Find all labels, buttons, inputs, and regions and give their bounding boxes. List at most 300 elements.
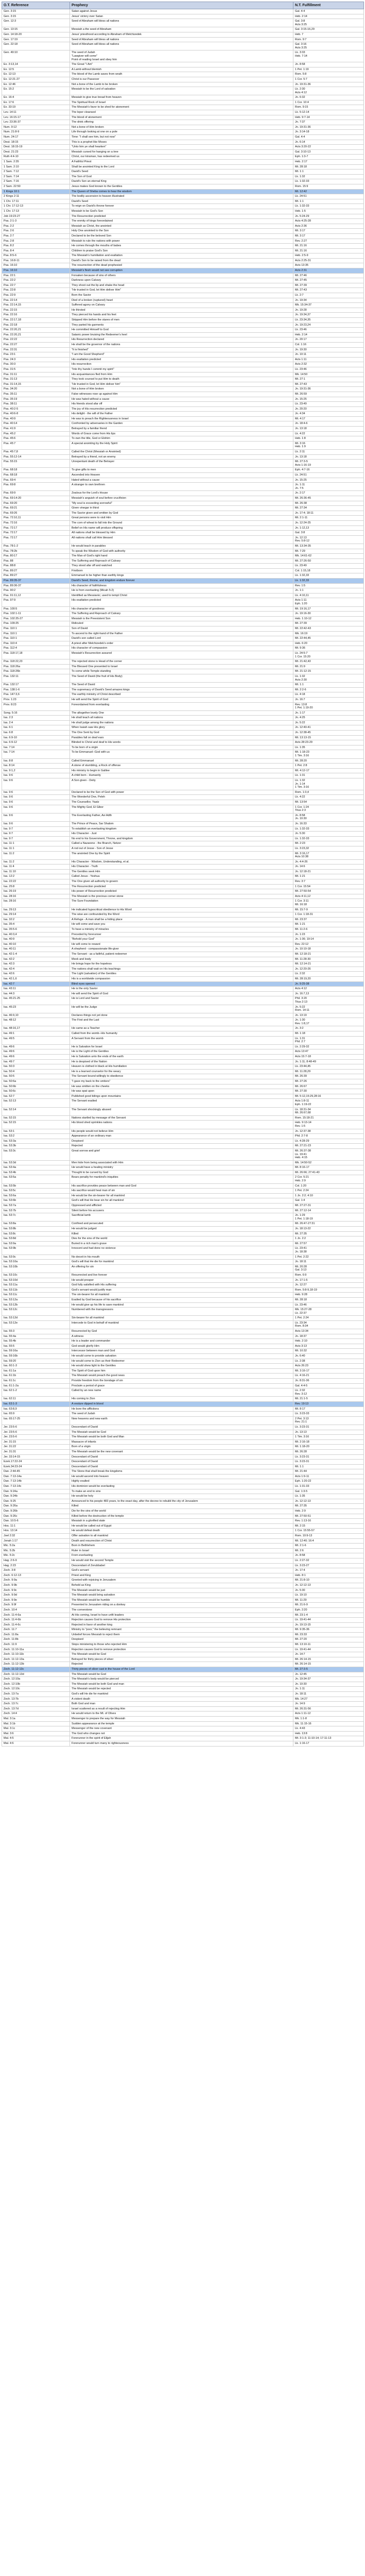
ot-reference-cell[interactable]: Dan. 7:13-14c xyxy=(2,1484,70,1489)
ot-reference-cell[interactable]: Zech. 9:9c xyxy=(2,1588,70,1593)
prophecy-cell[interactable]: Given vinegar in thirst xyxy=(70,506,293,511)
nt-fulfillment-cell[interactable]: Lk. 4:22 xyxy=(293,795,364,800)
nt-fulfillment-cell[interactable]: Mt. 27:57 xyxy=(293,1241,364,1246)
table-row[interactable] xyxy=(2,1412,364,1417)
nt-fulfillment-cell[interactable]: Mt. 1:1 xyxy=(293,199,364,204)
ot-reference-cell[interactable]: Zech. 11:4-6a xyxy=(2,1613,70,1618)
nt-fulfillment-cell[interactable]: Jn. 3:14-18 xyxy=(293,130,364,135)
prophecy-cell[interactable]: The Resurrection predicted xyxy=(70,884,293,889)
ot-reference-cell[interactable]: Psa. 40:9 xyxy=(2,416,70,421)
table-row[interactable] xyxy=(2,308,364,313)
nt-fulfillment-cell[interactable]: Mk. 11:15-16 xyxy=(293,1721,364,1726)
nt-fulfillment-cell[interactable]: Jn. 8:31-36 xyxy=(293,1379,364,1384)
ot-reference-cell[interactable]: Zech. 6:12-13 xyxy=(2,1573,70,1578)
ot-reference-cell[interactable]: Isa. 32:2 xyxy=(2,917,70,922)
table-row[interactable] xyxy=(2,283,364,288)
ot-reference-cell[interactable]: Zech. 11:10-11a xyxy=(2,1647,70,1652)
ot-reference-cell[interactable]: Psa. 69:14-20 xyxy=(2,496,70,501)
prophecy-cell[interactable]: The wise are confounded by the Word xyxy=(70,912,293,918)
ot-reference-cell[interactable]: Isa. 53:11b xyxy=(2,1287,70,1293)
nt-fulfillment-cell[interactable]: Mt. 13:34-35 xyxy=(293,544,364,549)
nt-fulfillment-cell[interactable]: Lk. 1:32 Acts 2:30 xyxy=(293,674,364,682)
prophecy-cell[interactable]: God's servant xyxy=(70,1568,293,1573)
ot-reference-cell[interactable]: Num. 9:12 xyxy=(2,125,70,130)
table-row[interactable] xyxy=(2,179,364,184)
nt-fulfillment-cell[interactable]: Mt. 26:67 xyxy=(293,1084,364,1089)
table-row[interactable] xyxy=(2,1383,364,1388)
ot-reference-cell[interactable]: Psa. 16:10 xyxy=(2,268,70,274)
nt-fulfillment-cell[interactable]: Mt. 11:28,29 xyxy=(293,1069,364,1074)
nt-fulfillment-cell[interactable]: Mt. 26:59 xyxy=(293,392,364,397)
table-row[interactable] xyxy=(2,579,364,584)
table-row[interactable] xyxy=(2,927,364,933)
prophecy-cell[interactable]: To ascend to the right-hand of the Father xyxy=(70,631,293,636)
nt-fulfillment-cell[interactable]: Jn. 5:30 xyxy=(293,832,364,837)
nt-fulfillment-cell[interactable]: Lk. 2:32 Rev. 3:12 xyxy=(293,1388,364,1397)
table-row[interactable] xyxy=(2,1364,364,1369)
nt-fulfillment-cell[interactable]: Lk. 24:51 xyxy=(293,194,364,199)
nt-fulfillment-cell[interactable]: Jn. 19:34 xyxy=(293,298,364,303)
prophecy-cell[interactable]: The One Sent by God xyxy=(70,731,293,736)
ot-reference-cell[interactable]: Hos. 13:14 xyxy=(2,1529,70,1534)
prophecy-cell[interactable]: Death and resurrection of Christ xyxy=(70,1538,293,1544)
nt-fulfillment-cell[interactable]: 1 Pet. 2:8 xyxy=(293,764,364,769)
prophecy-cell[interactable]: Bears penalty for mankind's iniquities xyxy=(70,1175,293,1183)
table-row[interactable] xyxy=(2,659,364,665)
ot-reference-cell[interactable]: Isa. 40:10 xyxy=(2,942,70,947)
ot-reference-cell[interactable]: Isa. 42:7 xyxy=(2,981,70,987)
ot-reference-cell[interactable]: Isa. 9:7 xyxy=(2,832,70,837)
nt-fulfillment-cell[interactable]: Mt. 27:39 xyxy=(293,283,364,288)
prophecy-cell[interactable]: To reign on David's throne forever xyxy=(70,204,293,209)
nt-fulfillment-cell[interactable]: Jn. 4:4-26 xyxy=(293,859,364,865)
nt-fulfillment-cell[interactable]: Mt. 3:16 Heb. 1:9 xyxy=(293,441,364,449)
prophecy-cell[interactable]: The Messiah would be humble xyxy=(70,1598,293,1603)
table-row[interactable] xyxy=(2,846,364,851)
ot-reference-cell[interactable]: Psa. 22:7 xyxy=(2,283,70,288)
ot-reference-cell[interactable]: Ex. 12:5 xyxy=(2,67,70,72)
ot-reference-cell[interactable]: Jer. 23:5-6 xyxy=(2,1430,70,1435)
table-row[interactable] xyxy=(2,826,364,832)
table-row[interactable] xyxy=(2,511,364,516)
prophecy-cell[interactable]: His character of faithfulness xyxy=(70,583,293,588)
prophecy-cell[interactable]: The Servant - as a faithful, patient redeemer xyxy=(70,952,293,957)
nt-fulfillment-cell[interactable]: Jn. 18:37 xyxy=(293,1334,364,1339)
nt-fulfillment-cell[interactable]: Lk. 1:31 xyxy=(293,773,364,778)
prophecy-cell[interactable]: His delight - the will of the Father xyxy=(70,412,293,417)
table-row[interactable] xyxy=(2,573,364,579)
table-row[interactable] xyxy=(2,1445,364,1450)
table-row[interactable] xyxy=(2,531,364,536)
ot-reference-cell[interactable]: Isa. 42:2 xyxy=(2,957,70,962)
nt-fulfillment-cell[interactable]: Lk. 5:12-14 xyxy=(293,110,364,115)
prophecy-cell[interactable]: Beheld as King xyxy=(70,1583,293,1588)
nt-fulfillment-cell[interactable]: Mt. 27:21-23 xyxy=(293,1144,364,1149)
nt-fulfillment-cell[interactable]: Mt. 27:34 xyxy=(293,506,364,511)
ot-reference-cell[interactable]: Zech. 9:9f xyxy=(2,1603,70,1608)
ot-reference-cell[interactable]: Psa. 55:12-14 xyxy=(2,454,70,460)
table-row[interactable] xyxy=(2,1354,364,1359)
table-row[interactable] xyxy=(2,641,364,646)
table-row[interactable] xyxy=(2,549,364,554)
nt-fulfillment-cell[interactable]: Lk. 23:46 xyxy=(293,328,364,333)
ot-reference-cell[interactable]: Ex. 3:13,14 xyxy=(2,62,70,67)
table-row[interactable] xyxy=(2,1523,364,1529)
table-row[interactable] xyxy=(2,1514,364,1519)
ot-reference-cell[interactable]: Psa. 16:8-11 xyxy=(2,258,70,263)
ot-reference-cell[interactable]: Isa. 53:10d xyxy=(2,1278,70,1283)
prophecy-cell[interactable]: The Sure Foundation xyxy=(70,899,293,907)
nt-fulfillment-cell[interactable]: Jn. 1:11 xyxy=(293,1687,364,1692)
ot-reference-cell[interactable]: Jer. 31:15 xyxy=(2,1439,70,1445)
ot-reference-cell[interactable]: Isa. 12:2 xyxy=(2,874,70,879)
ot-reference-cell[interactable]: 1 Sam. 2:35 xyxy=(2,160,70,165)
table-row[interactable] xyxy=(2,976,364,981)
nt-fulfillment-cell[interactable]: Lk. 3:23-27 xyxy=(293,1563,364,1568)
nt-fulfillment-cell[interactable]: Mt. 26:36-45 xyxy=(293,496,364,501)
nt-fulfillment-cell[interactable]: Mt. 23:33 xyxy=(293,1632,364,1637)
ot-reference-cell[interactable]: Isa. 53:10a xyxy=(2,1260,70,1265)
ot-reference-cell[interactable]: Jer. 23:5-6 xyxy=(2,1425,70,1430)
ot-reference-cell[interactable]: Psa. 138:1-6 xyxy=(2,687,70,692)
nt-fulfillment-cell[interactable]: Acts 13:47 xyxy=(293,1049,364,1055)
nt-fulfillment-cell[interactable]: Jn. 13:18 xyxy=(293,427,364,432)
nt-fulfillment-cell[interactable]: Mt. 26:47-27:31 xyxy=(293,1222,364,1227)
table-row[interactable] xyxy=(2,1697,364,1702)
nt-fulfillment-cell[interactable]: Mt. 1:21 xyxy=(293,874,364,879)
ot-reference-cell[interactable]: Psa. 132:11 xyxy=(2,674,70,682)
nt-fulfillment-cell[interactable]: Gal. 1:4 xyxy=(293,1198,364,1204)
prophecy-cell[interactable]: All nations shall call Him blessed xyxy=(70,535,293,544)
ot-reference-cell[interactable]: Isa. 53:5c xyxy=(2,1189,70,1194)
ot-reference-cell[interactable]: Isa. 9:7 xyxy=(2,836,70,841)
nt-fulfillment-cell[interactable]: Lk. 3:33 Heb. 7:14 xyxy=(293,50,364,62)
nt-fulfillment-cell[interactable]: Rev. 13:8 1 Pet. 1:19-20 xyxy=(293,702,364,710)
prophecy-cell[interactable]: Messenger of the new covenant xyxy=(70,1726,293,1732)
table-row[interactable] xyxy=(2,397,364,402)
prophecy-cell[interactable]: God fully satisfied with His suffering xyxy=(70,1283,293,1288)
table-row[interactable] xyxy=(2,621,364,626)
ot-reference-cell[interactable]: Isa. 63:1-3 xyxy=(2,1401,70,1406)
nt-fulfillment-cell[interactable]: Mt. 23:1-4 xyxy=(293,1613,364,1618)
table-row[interactable] xyxy=(2,1204,364,1209)
ot-reference-cell[interactable]: Zech. 11:4-6c xyxy=(2,1622,70,1628)
ot-reference-cell[interactable]: Isa. 53:12b xyxy=(2,1302,70,1308)
table-row[interactable] xyxy=(2,646,364,651)
nt-fulfillment-cell[interactable]: Lk. 2:11 xyxy=(293,450,364,455)
nt-fulfillment-cell[interactable]: Acts 4:12 xyxy=(293,987,364,992)
table-row[interactable] xyxy=(2,1388,364,1397)
table-row[interactable] xyxy=(2,27,364,32)
ot-reference-cell[interactable]: Isa. 11:10 xyxy=(2,869,70,874)
prophecy-cell[interactable]: He would prosper xyxy=(70,1278,293,1283)
ot-reference-cell[interactable]: Psa. 80:17 xyxy=(2,554,70,559)
prophecy-cell[interactable]: Belief on His name will produce offspring xyxy=(70,526,293,531)
table-row[interactable] xyxy=(2,952,364,957)
ot-reference-cell[interactable]: Psa. 31:11 xyxy=(2,372,70,377)
prophecy-cell[interactable]: Betrayed for thirty pieces of silver xyxy=(70,1657,293,1662)
table-row[interactable] xyxy=(2,1672,364,1677)
nt-fulfillment-cell[interactable]: Rev. 2:27 xyxy=(293,239,364,244)
table-row[interactable] xyxy=(2,110,364,115)
prophecy-cell[interactable]: Forsaken because of sins of others xyxy=(70,273,293,278)
nt-fulfillment-cell[interactable]: Acts 4:11,12 xyxy=(293,894,364,899)
ot-reference-cell[interactable]: Isa. 53:11a xyxy=(2,1283,70,1288)
table-row[interactable] xyxy=(2,1618,364,1623)
prophecy-cell[interactable]: From everlasting xyxy=(70,1553,293,1558)
nt-fulfillment-cell[interactable]: Mt. 28:19,20 xyxy=(293,976,364,981)
table-row[interactable] xyxy=(2,105,364,110)
nt-fulfillment-cell[interactable]: Mt. 27:3-5 xyxy=(293,1667,364,1672)
nt-fulfillment-cell[interactable]: Heb. 9:28 xyxy=(293,1293,364,1298)
ot-reference-cell[interactable]: Prov. 1:23 xyxy=(2,697,70,702)
nt-fulfillment-cell[interactable]: Mt. 20:28 Gal. 3:13 xyxy=(293,1264,364,1273)
table-row[interactable] xyxy=(2,1544,364,1549)
table-row[interactable] xyxy=(2,664,364,669)
prophecy-cell[interactable]: His coming to Zion xyxy=(70,1397,293,1402)
column-header-ot-reference[interactable]: O.T. Reference xyxy=(2,2,70,9)
table-row[interactable] xyxy=(2,1622,364,1628)
prophecy-cell[interactable]: He would be called out of Egypt xyxy=(70,1523,293,1529)
nt-fulfillment-cell[interactable]: Mk. 14:50-52 xyxy=(293,1160,364,1165)
prophecy-cell[interactable]: Unbelief forces Messiah to reject them xyxy=(70,1632,293,1637)
table-row[interactable] xyxy=(2,957,364,962)
prophecy-cell[interactable]: Forerunner would turn many to righteousness xyxy=(70,1741,293,1746)
ot-reference-cell[interactable]: Isa. 8:14 xyxy=(2,764,70,769)
ot-reference-cell[interactable]: Isa. 59:16a xyxy=(2,1349,70,1354)
prophecy-cell[interactable]: Declared to be the beloved Son xyxy=(70,233,293,239)
nt-fulfillment-cell[interactable]: Mk. 1:1-8 xyxy=(293,1716,364,1721)
table-row[interactable] xyxy=(2,14,364,19)
ot-reference-cell[interactable]: Psa. 22:20,21 xyxy=(2,332,70,337)
nt-fulfillment-cell[interactable]: Lk. 2:38 xyxy=(293,1359,364,1364)
ot-reference-cell[interactable]: Psa. 45:7,8 xyxy=(2,450,70,455)
prophecy-cell[interactable]: An offering for sin xyxy=(70,1264,293,1273)
ot-reference-cell[interactable]: Isa. 42:6 xyxy=(2,972,70,977)
nt-fulfillment-cell[interactable]: 1 Jn. 2:2; 4:10 xyxy=(293,1193,364,1198)
prophecy-cell[interactable]: Rejected xyxy=(70,1662,293,1667)
table-row[interactable] xyxy=(2,516,364,521)
ot-reference-cell[interactable]: Prov. 8:23 xyxy=(2,702,70,710)
nt-fulfillment-cell[interactable]: Jn. 4:34 xyxy=(293,412,364,417)
nt-fulfillment-cell[interactable]: Mt. 26:14-15 xyxy=(293,1657,364,1662)
ot-reference-cell[interactable]: Hag. 2:6-9 xyxy=(2,1558,70,1563)
table-row[interactable] xyxy=(2,313,364,318)
nt-fulfillment-cell[interactable]: Acts 2:32 xyxy=(293,362,364,367)
prophecy-cell[interactable]: Sudden appearance at the temple xyxy=(70,1721,293,1726)
table-row[interactable] xyxy=(2,1036,364,1044)
nt-fulfillment-cell[interactable]: Lk. 23:49 xyxy=(293,564,364,569)
nt-fulfillment-cell[interactable]: Jn. 5:22 xyxy=(293,720,364,725)
ot-reference-cell[interactable]: Zech. 3:8 xyxy=(2,1568,70,1573)
ot-reference-cell[interactable]: Psa. 68:18 xyxy=(2,468,70,473)
prophecy-cell[interactable]: Foreordained from everlasting xyxy=(70,702,293,710)
prophecy-cell[interactable]: Called Jesus - Yeshua xyxy=(70,874,293,879)
ot-reference-cell[interactable]: Isa. 49:6 xyxy=(2,1049,70,1055)
table-row[interactable] xyxy=(2,209,364,214)
prophecy-cell[interactable]: A Refuge - A man shall be a hiding place xyxy=(70,917,293,922)
ot-reference-cell[interactable]: Psa. 118:17,18 xyxy=(2,651,70,659)
ot-reference-cell[interactable]: Psa. 68:18 xyxy=(2,473,70,478)
prophecy-cell[interactable]: Jesus' priesthood according to Abraham of Melchizedek xyxy=(70,32,293,37)
table-row[interactable] xyxy=(2,441,364,449)
nt-fulfillment-cell[interactable]: Jn. 12:45 xyxy=(293,1672,364,1677)
nt-fulfillment-cell[interactable]: Lk. 4:43 xyxy=(293,1726,364,1732)
prophecy-cell[interactable]: He brings hope for the hopeless xyxy=(70,962,293,967)
nt-fulfillment-cell[interactable]: Jn. 12:13 Rev. 5:8-12 xyxy=(293,535,364,544)
ot-reference-cell[interactable]: Psa. 8:5-6 xyxy=(2,253,70,259)
nt-fulfillment-cell[interactable]: 2 Pet. 3:13 Rev. 21:1 xyxy=(293,1416,364,1425)
prophecy-cell[interactable]: To be born of a virgin xyxy=(70,745,293,750)
ot-reference-cell[interactable]: Psa. 72:16 xyxy=(2,520,70,526)
ot-reference-cell[interactable]: Psa. 89:27 xyxy=(2,568,70,573)
prophecy-cell[interactable]: The sin-bearer for all mankind xyxy=(70,1293,293,1298)
ot-reference-cell[interactable]: Isa. 61:1-2a xyxy=(2,1383,70,1388)
table-row[interactable] xyxy=(2,692,364,698)
table-row[interactable] xyxy=(2,764,364,769)
prophecy-cell[interactable]: The seed of Judah "Lawgiver will come" Point of reading Israel and obey him xyxy=(70,50,293,62)
table-row[interactable] xyxy=(2,800,364,805)
table-row[interactable] xyxy=(2,981,364,987)
table-row[interactable] xyxy=(2,1089,364,1094)
table-row[interactable] xyxy=(2,1460,364,1465)
table-row[interactable] xyxy=(2,1148,364,1160)
table-row[interactable] xyxy=(2,1183,364,1189)
prophecy-cell[interactable]: The Messiah would be rejected xyxy=(70,1687,293,1692)
table-row[interactable] xyxy=(2,593,364,598)
ot-reference-cell[interactable]: Lev. 16:15-17 xyxy=(2,115,70,120)
ot-reference-cell[interactable]: Isa. 50:5 xyxy=(2,1074,70,1079)
prophecy-cell[interactable]: He will come to reward xyxy=(70,942,293,947)
ot-reference-cell[interactable]: Psa. 45:7 xyxy=(2,441,70,449)
ot-reference-cell[interactable]: Ex. 16:4 xyxy=(2,95,70,100)
table-row[interactable] xyxy=(2,731,364,736)
table-row[interactable] xyxy=(2,1425,364,1430)
table-row[interactable] xyxy=(2,1519,364,1524)
table-row[interactable] xyxy=(2,1479,364,1484)
prophecy-cell[interactable]: Unrepentant death of the Betrayer xyxy=(70,460,293,468)
table-row[interactable] xyxy=(2,82,364,87)
ot-reference-cell[interactable]: 2 Sam. 7:16 xyxy=(2,179,70,184)
nt-fulfillment-cell[interactable]: Jn. 18:11 xyxy=(293,1260,364,1265)
table-row[interactable] xyxy=(2,194,364,199)
ot-reference-cell[interactable]: Zech. 11:8b xyxy=(2,1637,70,1642)
ot-reference-cell[interactable]: Isa. 2:3 xyxy=(2,716,70,721)
nt-fulfillment-cell[interactable]: Gal. 3:15-16,29 xyxy=(293,27,364,32)
ot-reference-cell[interactable]: Isa. 50:6a xyxy=(2,1079,70,1084)
ot-reference-cell[interactable]: Zech. 11:9 xyxy=(2,1642,70,1648)
ot-reference-cell[interactable]: Psa. 88:8 xyxy=(2,564,70,569)
table-row[interactable] xyxy=(2,832,364,837)
prophecy-cell[interactable]: Oppressed and afflicted xyxy=(70,1204,293,1209)
nt-fulfillment-cell[interactable]: Mt. 1:1 xyxy=(293,170,364,175)
ot-reference-cell[interactable]: Isa. 50:4 xyxy=(2,1069,70,1074)
prophecy-cell[interactable]: The God who changes not xyxy=(70,1731,293,1736)
prophecy-cell[interactable]: To establish an everlasting kingdom xyxy=(70,826,293,832)
table-row[interactable] xyxy=(2,768,364,773)
nt-fulfillment-cell[interactable]: Mt. 13:10-11 xyxy=(293,1642,364,1648)
table-row[interactable] xyxy=(2,1449,364,1454)
prophecy-cell[interactable]: He committed Himself to God xyxy=(70,328,293,333)
prophecy-cell[interactable]: The resurrection of the dead prophesied xyxy=(70,263,293,268)
nt-fulfillment-cell[interactable]: Mt. 12:40; 16:4 xyxy=(293,1538,364,1544)
table-row[interactable] xyxy=(2,859,364,865)
table-row[interactable] xyxy=(2,1193,364,1198)
table-row[interactable] xyxy=(2,1213,364,1222)
nt-fulfillment-cell[interactable]: Heb. 9:13-14 Rev. 1:5 xyxy=(293,1121,364,1129)
ot-reference-cell[interactable]: Isa. 29:14 xyxy=(2,912,70,918)
prophecy-cell[interactable]: Messiah is the Preexistent Son xyxy=(70,616,293,621)
nt-fulfillment-cell[interactable]: Rom. 6:9 xyxy=(293,1273,364,1278)
ot-reference-cell[interactable]: Zech. 11:10-11b xyxy=(2,1652,70,1657)
nt-fulfillment-cell[interactable]: Phil. 2:7-8 xyxy=(293,1134,364,1139)
nt-fulfillment-cell[interactable]: Jn. 1:1 xyxy=(293,588,364,594)
table-row[interactable] xyxy=(2,298,364,303)
ot-reference-cell[interactable]: Gen. 22:18 xyxy=(2,42,70,50)
ot-reference-cell[interactable]: Isa. 63:8,9 xyxy=(2,1406,70,1412)
table-row[interactable] xyxy=(2,1711,364,1717)
nt-fulfillment-cell[interactable]: Mt. 27:30 xyxy=(293,1089,364,1094)
prophecy-cell[interactable]: Messiah a the seed of Abraham xyxy=(70,27,293,32)
prophecy-cell[interactable]: The blood of the Lamb saves from wrath xyxy=(70,72,293,77)
prophecy-cell[interactable]: He shall judge among the nations xyxy=(70,720,293,725)
prophecy-cell[interactable]: Ridiculed xyxy=(70,621,293,626)
table-row[interactable] xyxy=(2,1374,364,1379)
table-row[interactable] xyxy=(2,937,364,942)
ot-reference-cell[interactable]: Mal. 4:5 xyxy=(2,1736,70,1741)
ot-reference-cell[interactable]: Ex. 33:19 xyxy=(2,105,70,110)
table-row[interactable] xyxy=(2,288,364,293)
table-row[interactable] xyxy=(2,1406,364,1412)
prophecy-cell[interactable]: The Resurrection predicted xyxy=(70,214,293,219)
nt-fulfillment-cell[interactable]: Mk. 14:50 xyxy=(293,372,364,377)
table-row[interactable] xyxy=(2,1099,364,1107)
prophecy-cell[interactable]: Messenger to prepare the way for Messiah xyxy=(70,1716,293,1721)
nt-fulfillment-cell[interactable]: Mt. 2:15 xyxy=(293,1523,364,1529)
ot-reference-cell[interactable]: Isa. 46:9,10 xyxy=(2,1013,70,1018)
nt-fulfillment-cell[interactable]: Gal. 4:4-5 xyxy=(293,1383,364,1388)
ot-reference-cell[interactable]: Psa. 22:22 xyxy=(2,337,70,343)
table-row[interactable] xyxy=(2,697,364,702)
nt-fulfillment-cell[interactable]: Gal. 3:16 Acts 3:25 xyxy=(293,42,364,50)
nt-fulfillment-cell[interactable]: Eph. 2:20 xyxy=(293,1607,364,1613)
table-row[interactable] xyxy=(2,1368,364,1374)
ot-reference-cell[interactable]: Mic. 5:2b xyxy=(2,1548,70,1553)
prophecy-cell[interactable]: Announced to his people 483 years, to the exact day, after the decree to rebuild the city of Jerusalem xyxy=(70,1499,293,1504)
ot-reference-cell[interactable]: Psa. 22:2 xyxy=(2,278,70,283)
ot-reference-cell[interactable]: Isa. 65:17-25 xyxy=(2,1416,70,1425)
ot-reference-cell[interactable]: Isa. 61:1a xyxy=(2,1368,70,1374)
prophecy-cell[interactable]: When Isaiah saw His glory xyxy=(70,725,293,731)
prophecy-cell[interactable]: He would return to the Mt. of Olives xyxy=(70,1711,293,1717)
ot-reference-cell[interactable]: Psa. 69:9 xyxy=(2,491,70,496)
ot-reference-cell[interactable]: Zech. 13:7c xyxy=(2,1702,70,1707)
ot-reference-cell[interactable]: Psa. 2:1-3 xyxy=(2,219,70,224)
table-row[interactable] xyxy=(2,95,364,100)
ot-reference-cell[interactable]: Jonah 1:17 xyxy=(2,1538,70,1544)
table-row[interactable] xyxy=(2,412,364,417)
ot-reference-cell[interactable]: Dan. 2:44-45 xyxy=(2,1469,70,1475)
nt-fulfillment-cell[interactable]: Jn. 12:12-13 xyxy=(293,1499,364,1504)
prophecy-cell[interactable]: Confined and persecuted xyxy=(70,1222,293,1227)
ot-reference-cell[interactable]: Ex. 12:21-27 xyxy=(2,77,70,82)
table-row[interactable] xyxy=(2,318,364,323)
ot-reference-cell[interactable]: Isa. 53:4a xyxy=(2,1165,70,1171)
prophecy-cell[interactable]: He is the only Savior xyxy=(70,987,293,992)
table-row[interactable] xyxy=(2,244,364,249)
nt-fulfillment-cell[interactable]: Jn. 1:12,13 xyxy=(293,526,364,531)
table-row[interactable] xyxy=(2,1013,364,1018)
